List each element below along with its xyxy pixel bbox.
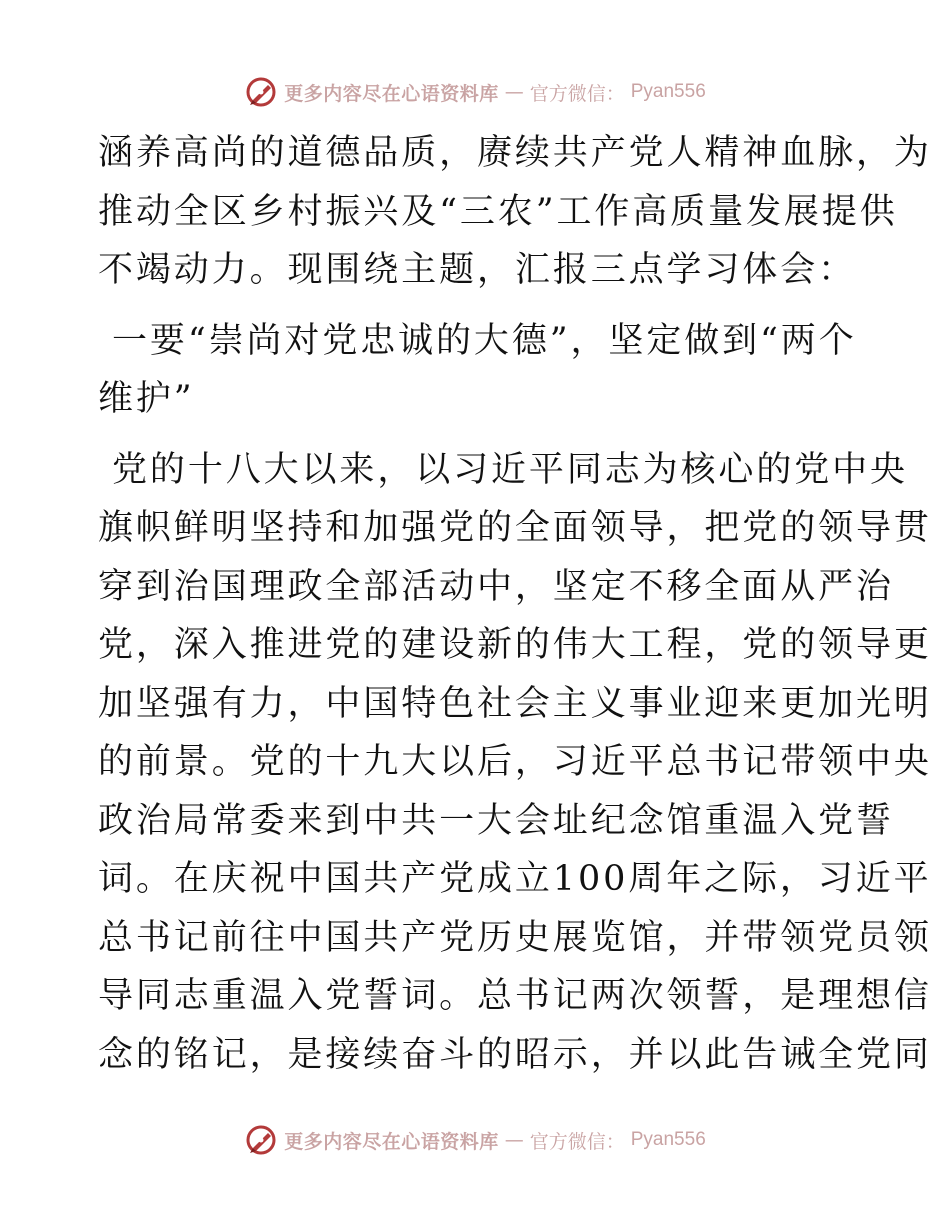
banner-title: 更多内容尽在心语资料库 <box>284 1130 499 1153</box>
section-heading <box>98 312 858 429</box>
banner-wechat-id: Pyan556 <box>630 81 706 102</box>
text-line: 词。在庆祝中国共产党成立100周年之际，习近平 <box>98 859 932 899</box>
header-banner <box>0 72 950 112</box>
pen-logo-icon <box>244 1123 278 1157</box>
text-line: 维护” <box>98 379 195 419</box>
text-line: 念的铭记，是接续奋斗的昭示，并以此告诫全党同 <box>98 1034 932 1075</box>
banner-wechat-id: Pyan556 <box>630 1129 706 1150</box>
text-line: 涵养高尚的道德品质，赓续共产党人精神血脉，为 <box>98 133 932 173</box>
banner-dash: — <box>504 81 524 103</box>
text-line: 导同志重温入党誓词。总书记两次领誓，是理想信 <box>98 976 932 1016</box>
text-line: 党，深入推进党的建设新的伟大工程，党的领导更 <box>98 625 932 665</box>
text-line: 政治局常委来到中共一大会址纪念馆重温入党誓 <box>98 800 894 841</box>
banner-dash: — <box>504 1129 524 1151</box>
text-line: 不竭动力。现围绕主题，汇报三点学习体会： <box>98 250 857 290</box>
paragraph-intro <box>98 124 932 300</box>
banner-title: 更多内容尽在心语资料库 <box>284 82 499 105</box>
banner-wechat-label: 官方微信： <box>529 1130 625 1153</box>
text-line: 旗帜鲜明坚持和加强党的全面领导，把党的领导贯 <box>98 508 932 548</box>
text-line: 穿到治国理政全部活动中，坚定不移全面从严治 <box>98 566 894 607</box>
text-line: 加坚强有力，中国特色社会主义事业迎来更加光明 <box>98 683 932 724</box>
banner-wechat-label: 官方微信： <box>529 82 625 105</box>
pen-logo-icon <box>244 75 278 109</box>
text-line: 党的十八大以来，以习近平同志为核心的党中央 <box>98 449 908 490</box>
document-body <box>98 124 932 1084</box>
footer-banner <box>0 1120 950 1160</box>
text-line: 总书记前往中国共产党历史展览馆，并带领党员领 <box>98 917 932 958</box>
text-line: 的前景。党的十九大以后，习近平总书记带领中央 <box>98 742 932 782</box>
text-line: 一要“崇尚对党忠诚的大德”，坚定做到“两个 <box>98 320 857 361</box>
text-line: 推动全区乡村振兴及“三农”工作高质量发展提供 <box>98 191 898 232</box>
paragraph-body <box>98 441 932 1085</box>
